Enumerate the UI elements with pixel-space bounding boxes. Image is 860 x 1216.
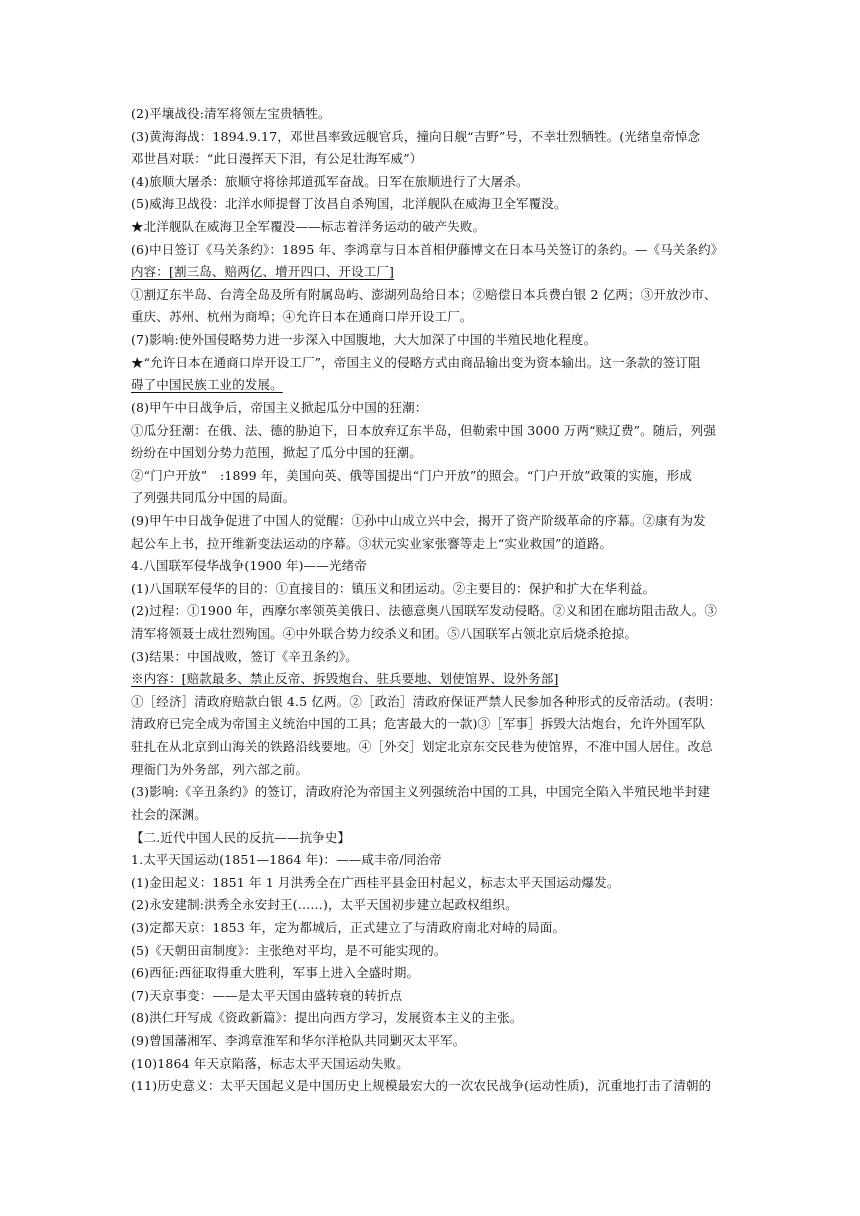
text-line: 清政府已完全成为帝国主义统治中国的工具；危害最大的一款)③［军事］拆毁大沽炮台，允许外国军队	[131, 716, 706, 732]
text-line: (11)历史意义：太平天国起义是中国历史上规模最宏大的一次农民战争(运动性质)，沉重地打击了清朝的	[131, 1078, 712, 1094]
text-line: (9)甲午中日战争促进了中国人的觉醒：①孙中山成立兴中会，揭开了资产阶级革命的序幕。②康有为发	[131, 512, 706, 528]
text-line: (4)旅顺大屠杀：旅顺守将徐邦道孤军奋战。日军在旅顺进行了大屠杀。	[131, 173, 529, 189]
text-line: 清军将领聂士成壮烈殉国。④中外联合势力绞杀义和团。⑤八国联军占领北京后烧杀抢掠。	[131, 626, 638, 642]
text-line: (6)西征:西征取得重大胜利，军事上进入全盛时期。	[131, 965, 420, 981]
text-line: 邓世昌对联：“此日漫挥天下泪，有公足壮海军威”）	[131, 151, 423, 167]
text-line: 社会的深渊。	[131, 806, 207, 822]
text-line: 【二.近代中国人民的反抗——抗争史】	[131, 829, 351, 845]
text-line: 纷纷在中国划分势力范围，掀起了瓜分中国的狂潮。	[131, 445, 422, 461]
text-line: (9)曾国藩湘军、李鸿章淮军和华尔洋枪队共同剿灭太平军。	[131, 1032, 466, 1048]
text-line: 理衙门为外务部，列六部之前。	[131, 761, 309, 777]
text-line: ①［经济］清政府赔款白银 4.5 亿两。②［政治］清政府保证严禁人民参加各种形式的反帝活动。(表明：	[131, 693, 722, 709]
text-line: 重庆、苏州、杭州为商埠；④允许日本在通商口岸开设工厂。	[131, 309, 473, 325]
text-line: (3)定都天京：1853 年，定为都城后，正式建立了与清政府南北对峙的局面。	[131, 919, 566, 935]
text-line: (2)平壤战役:清军将领左宝贵牺牲。	[131, 106, 331, 121]
text-line: (7)影响:使外国侵略势力进一步深入中国腹地，大大加深了中国的半殖民地化程度。	[131, 332, 597, 348]
text-line: (8)洪仁玕写成《资政新篇》：提出向西方学习，发展资本主义的主张。	[131, 1010, 523, 1026]
text-line: (1)八国联军侵华的目的：①直接目的：镇压义和团运动。②主要目的：保护和扩大在华利益。	[131, 580, 656, 596]
text-line: ①瓜分狂潮：在俄、法、德的胁迫下，日本放弃辽东半岛，但勒索中国 3000 万两“赎辽费”。随后，列强	[131, 422, 717, 438]
text-line: 内容：[割三岛、赔两亿、增开四口、开设工厂]	[131, 264, 395, 280]
text-line: 了列强共同瓜分中国的局面。	[131, 490, 296, 506]
text-line: (7)天京事变：——是太平天国由盛转衰的转折点	[131, 987, 403, 1003]
text-line: 驻扎在从北京到山海关的铁路沿线要地。④［外交］划定北京东交民巷为使馆界，不准中国人居住。改总	[131, 739, 713, 755]
text-line: ※内容：[赔款最多、禁止反帝、拆毁炮台、驻兵要地、划使馆界、设外务部]	[131, 671, 559, 687]
text-line: ★“允许日本在通商口岸开设工厂”，帝国主义的侵略方式由商品输出变为资本输出。这一条款的签订阻	[131, 354, 701, 370]
document-body	[131, 103, 733, 1098]
text-line: 碍了中国民族工业的发展。	[131, 377, 283, 393]
text-line: ①割辽东半岛、台湾全岛及所有附属岛屿、澎湖列岛给日本；②赔偿日本兵费白银 2 亿两；③开放沙市、	[131, 286, 717, 302]
text-line: (10)1864 年天京陷落，标志太平天国运动失败。	[131, 1055, 409, 1071]
text-line: (2)永安建制:洪秀全永安封王(……)，太平天国初步建立起政权组织。	[131, 897, 518, 913]
text-line: (5)《天朝田亩制度》：主张绝对平均，是不可能实现的。	[131, 942, 447, 958]
text-line: (3)结果：中国战败，签订《辛丑条约》。	[131, 648, 358, 664]
text-line: 起公车上书，拉开维新变法运动的序幕。③状元实业家张謇等走上“实业救国”的道路。	[131, 535, 613, 551]
text-line: (3)黄海海战：1894.9.17，邓世昌率致远舰官兵，撞向日舰“吉野”号，不幸壮烈牺牲。(光绪皇帝悼念	[131, 128, 701, 144]
text-line: 1.太平天国运动(1851—1864 年)：——咸丰帝/同治帝	[131, 852, 442, 868]
text-line: ②“门户开放” :1899 年，美国向英、俄等国提出“门户开放”的照会。“门户开放”政策的实施，形成	[131, 467, 692, 483]
text-line: ★北洋舰队在威海卫全军覆没——标志着洋务运动的破产失败。	[131, 219, 486, 235]
text-line: (5)威海卫战役：北洋水师提督丁汝昌自杀殉国，北洋舰队在威海卫全军覆没。	[131, 196, 567, 212]
text-line: (8)甲午中日战争后，帝国主义掀起瓜分中国的狂潮：	[131, 399, 428, 415]
text-line: 4.八国联军侵华战争(1900 年)——光绪帝	[131, 558, 367, 574]
text-line: (3)影响:《辛丑条约》的签订，清政府沦为帝国主义列强统治中国的工具，中国完全陷入半殖民地半封建	[131, 784, 711, 800]
text-line: (2)过程：①1900 年，西摩尔率领英美俄日、法德意奥八国联军发动侵略。②义和团在廊坊阻击敌人。③	[131, 603, 717, 619]
text-line: (6)中日签订《马关条约》：1895 年、李鸿章与日本首相伊藤博文在日本马关签订的条约。—《马关条约》	[131, 241, 724, 257]
text-line: (1)金田起义：1851 年 1 月洪秀全在广西桂平县金田村起义，标志太平天国运动爆发。	[131, 874, 620, 890]
